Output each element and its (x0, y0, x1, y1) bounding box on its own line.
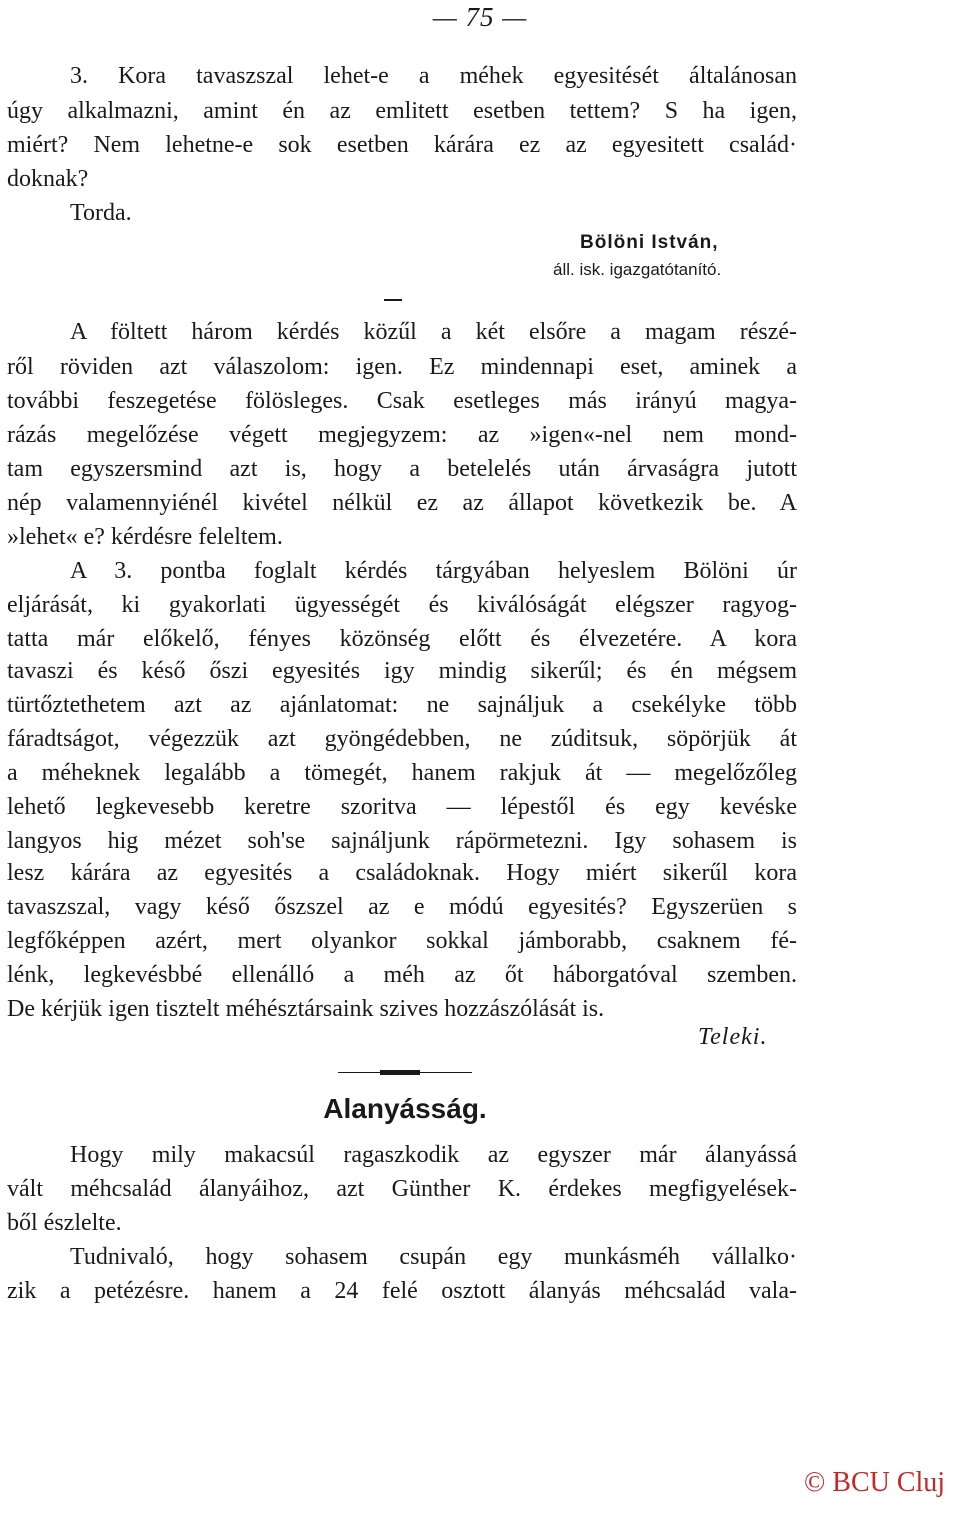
text-line: fáradtságot, végezzük azt gyöngédebben, ne zúditsuk, söpörjük át (7, 726, 797, 752)
text-line: tam egyszersmind azt is, hogy a betelelés után árvaságra jutott (7, 456, 797, 482)
text-line: miért? Nem lehetne-e sok esetben kárára ez az egyesitett család· (7, 132, 797, 158)
text-line: tavaszszal, vagy késő őszszel az e módú egyesités? Egyszerüen s (7, 894, 797, 920)
author-signature: Teleki. (698, 1024, 768, 1050)
text-line: a méheknek legalább a tömegét, hanem rakjuk át — megelőzőleg (7, 760, 797, 786)
text-line: további feszegetése fölösleges. Csak esetleges más irányú magya- (7, 388, 797, 414)
text-line: lesz kárára az egyesités a családoknak. Hogy miért sikerűl kora (7, 860, 797, 886)
text-line: nép valamennyiénél kivétel nélkül ez az állapot következik be. A (7, 490, 797, 516)
text-line: rázás megelőzése végett megjegyzem: az »igen«-nel nem mond- (7, 422, 797, 448)
text-line: doknak? (7, 166, 89, 192)
text-line: tavaszi és késő őszi egyesités igy mindig sikerűl; és én mégsem (7, 658, 797, 684)
text-line: vált méhcsalád álanyáihoz, azt Günther K. érdekes megfigyelések- (7, 1176, 797, 1202)
text-line: A 3. pontba foglalt kérdés tárgyában helyeslem Bölöni úr (70, 558, 797, 584)
signature-name: Bölöni István, (580, 232, 719, 253)
text-line: türtőztethetem azt az ajánlatomat: ne sajnáljuk a csekélyke több (7, 692, 797, 718)
text-line: úgy alkalmazni, amint én az emlitett esetben tettem? S ha igen, (7, 98, 797, 124)
text-line: 3. Kora tavaszszal lehet-e a méhek egyesitését általánosan (70, 63, 797, 89)
text-line: ről röviden azt válaszolom: igen. Ez mindennapi eset, aminek a (7, 354, 797, 380)
place-line: Torda. (70, 200, 132, 226)
text-line: lénk, legkevésbbé ellenálló a méh az őt háborgatóval szemben. (7, 962, 797, 988)
text-line: Hogy mily makacsúl ragaszkodik az egyszer már álanyássá (70, 1142, 797, 1168)
text-line: De kérjük igen tisztelt méhésztársaink szives hozzászólását is. (7, 996, 605, 1022)
text-line: tatta már előkelő, fényes közönség előtt és élvezetére. A kora (7, 626, 797, 652)
text-line: langyos hig mézet soh'se sajnáljunk rápörmetezni. Igy sohasem is (7, 828, 797, 854)
text-line: eljárását, ki gyakorlati ügyességét és kiválóságát elégszer ragyog- (7, 592, 797, 618)
signature-title: áll. isk. igazgatótanító. (553, 260, 722, 279)
text-line: lehető legkevesebb keretre szoritva — lépestől és egy kevéske (7, 794, 797, 820)
short-rule (384, 299, 402, 301)
text-line: Tudnivaló, hogy sohasem csupán egy munkásméh vállalko· (70, 1244, 797, 1270)
page-number: — 75 — (432, 2, 528, 32)
text-line: »lehet« e? kérdésre feleltem. (7, 524, 283, 550)
text-line: zik a petézésre. hanem a 24 felé osztott álanyás méhcsalád vala- (7, 1278, 797, 1304)
text-line: A föltett három kérdés közűl a két elsőre a magam részé- (70, 319, 797, 345)
text-line: ből észlelte. (7, 1210, 122, 1236)
watermark: © BCU Cluj (804, 1467, 946, 1498)
section-heading: Alanyásság. (323, 1093, 487, 1124)
section-divider-center (380, 1070, 420, 1075)
text-line: legfőképpen azért, mert olyankor sokkal jámborabb, csaknem fé- (7, 928, 797, 954)
